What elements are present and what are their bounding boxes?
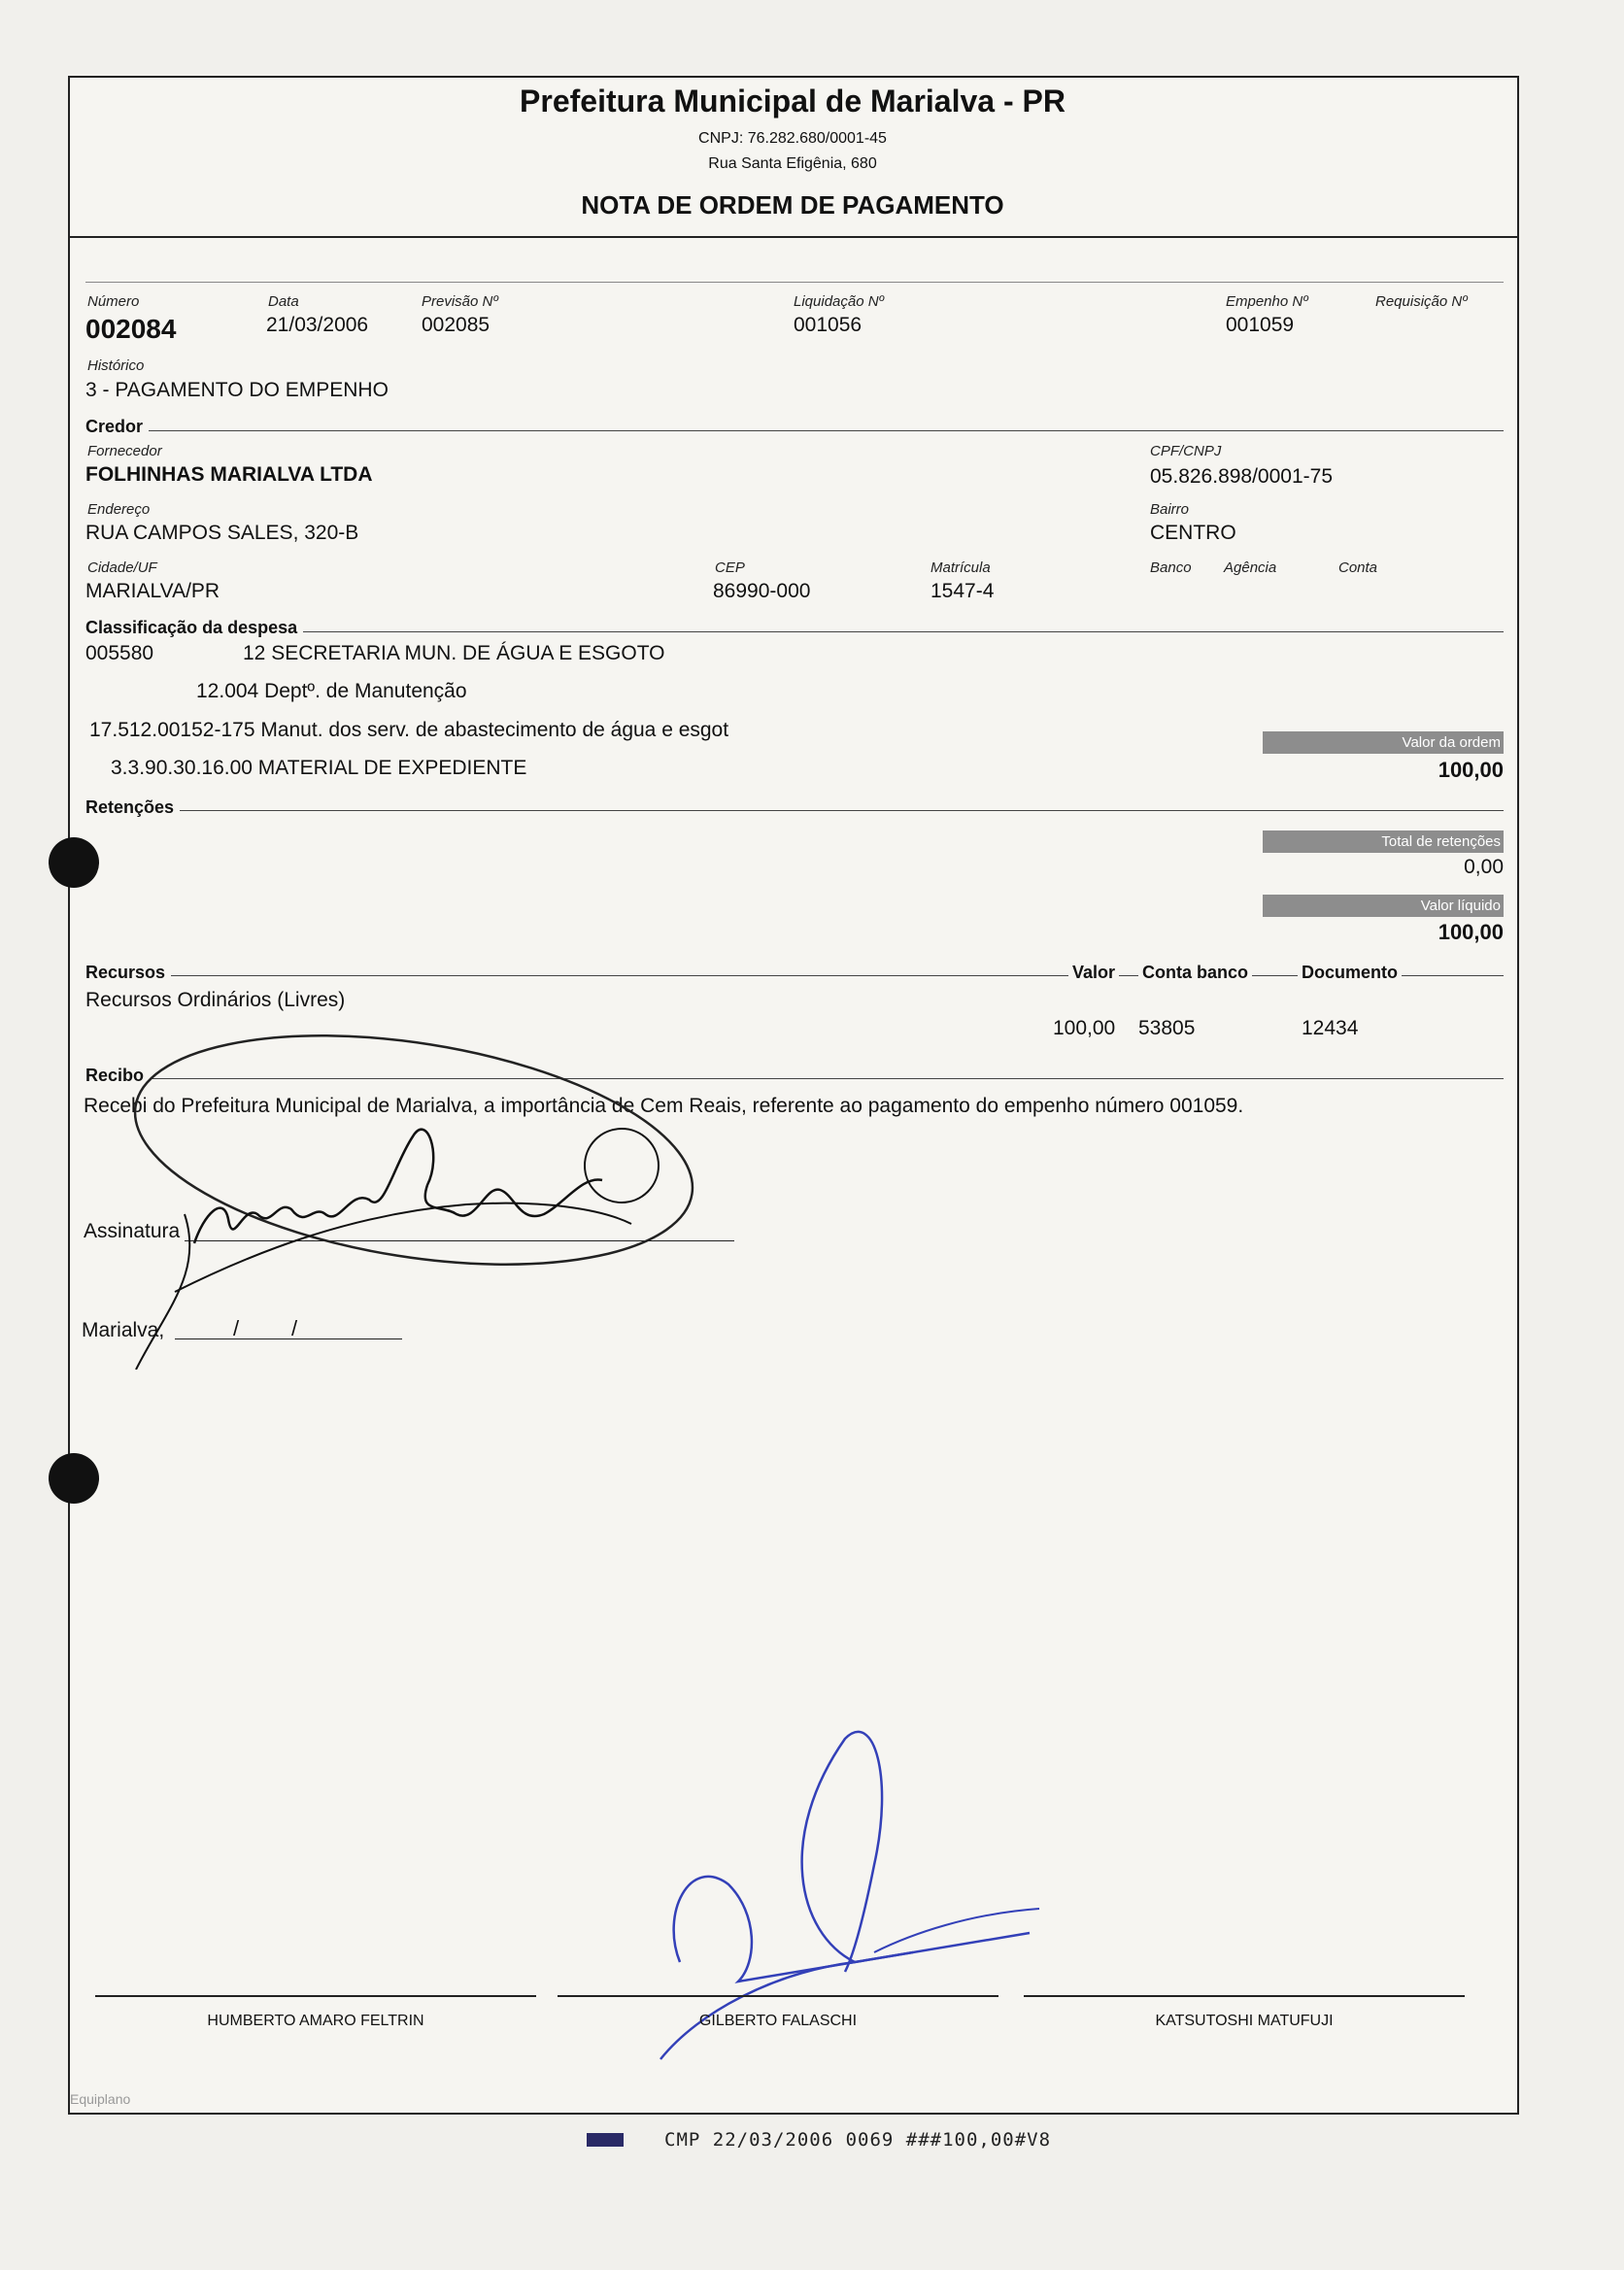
classificacao-unidade: 12.004 Deptº. de Manutenção <box>196 680 467 702</box>
institution-title: Prefeitura Municipal de Marialva - PR <box>520 84 1066 119</box>
signer-3: KATSUTOSHI MATUFUJI <box>1155 2013 1334 2029</box>
valor-liquido-label: Valor líquido <box>1263 895 1504 917</box>
date-separator-2: / <box>291 1316 298 1340</box>
punch-hole-top <box>49 837 99 888</box>
recursos-item: Recursos Ordinários (Livres) <box>85 989 346 1011</box>
signature-line-3 <box>1024 1995 1465 1997</box>
numero-value: 002084 <box>85 314 177 344</box>
signature-line-2 <box>558 1995 998 1997</box>
numero-label: Número <box>87 293 140 310</box>
cep-value: 86990-000 <box>713 580 811 602</box>
cidade-value: MARIALVA/PR <box>85 580 220 602</box>
valor-ordem-label: Valor da ordem <box>1263 731 1504 754</box>
matricula-label: Matrícula <box>930 559 991 576</box>
recursos-conta: 53805 <box>1138 1017 1196 1039</box>
local-label: Marialva, <box>82 1319 165 1341</box>
fornecedor-value: FOLHINHAS MARIALVA LTDA <box>85 463 373 486</box>
valor-ordem: 100,00 <box>1438 758 1504 782</box>
header-divider <box>68 236 1517 238</box>
empenho-value: 001059 <box>1226 314 1295 336</box>
top-rule <box>85 282 1504 283</box>
assinatura-label: Assinatura <box>84 1220 181 1242</box>
document-title: NOTA DE ORDEM DE PAGAMENTO <box>581 190 1004 220</box>
classificacao-section: Classificação da despesa <box>85 618 303 638</box>
total-retencoes: 0,00 <box>1464 856 1504 878</box>
signature-line-1 <box>95 1995 536 1997</box>
recibo-section: Recibo <box>85 1066 150 1086</box>
date-separator-1: / <box>233 1316 240 1340</box>
agencia-label: Agência <box>1224 559 1277 576</box>
credor-rule <box>85 430 1504 431</box>
retencoes-section: Retenções <box>85 797 180 818</box>
total-retencoes-label: Total de retenções <box>1263 830 1504 853</box>
previsao-value: 002085 <box>422 314 491 336</box>
bank-autenticacao: CMP 22/03/2006 0069 ###100,00#V8 <box>664 2129 1052 2151</box>
fornecedor-label: Fornecedor <box>87 443 162 459</box>
historico-value: 3 - PAGAMENTO DO EMPENHO <box>85 379 389 401</box>
matricula-value: 1547-4 <box>930 580 995 602</box>
bairro-label: Bairro <box>1150 501 1190 518</box>
banco-label: Banco <box>1150 559 1192 576</box>
empenho-label: Empenho Nº <box>1226 293 1308 310</box>
recursos-documento-label: Documento <box>1298 963 1402 983</box>
recibo-text: Recebi do Prefeitura Municipal de Marialva, a importância de Cem Reais, referente ao pagamento do empenho número 001059. <box>84 1095 1244 1117</box>
brand-footer: Equiplano <box>70 2091 131 2107</box>
recursos-documento: 12434 <box>1302 1017 1359 1039</box>
endereco-label: Endereço <box>87 501 151 518</box>
cep-label: CEP <box>715 559 745 576</box>
cpf-label: CPF/CNPJ <box>1150 443 1222 459</box>
classificacao-funcional: 17.512.00152-175 Manut. dos serv. de abastecimento de água e esgot <box>89 719 729 741</box>
punch-hole-bottom <box>49 1453 99 1504</box>
cnpj-line: CNPJ: 76.282.680/0001-45 <box>698 130 887 147</box>
bank-logo <box>587 2133 624 2147</box>
conta-label: Conta <box>1338 559 1378 576</box>
classificacao-code: 005580 <box>85 642 154 664</box>
endereco-value: RUA CAMPOS SALES, 320-B <box>85 522 359 544</box>
bairro-value: CENTRO <box>1150 522 1236 544</box>
signature-stamp-mark <box>58 1020 758 1370</box>
valor-liquido: 100,00 <box>1438 920 1504 944</box>
credor-section: Credor <box>85 417 149 437</box>
data-label: Data <box>268 293 299 310</box>
classificacao-natureza: 3.3.90.30.16.00 MATERIAL DE EXPEDIENTE <box>111 757 527 779</box>
address-line: Rua Santa Efigênia, 680 <box>708 155 877 172</box>
recursos-rule <box>85 975 1504 976</box>
classificacao-orgao: 12 SECRETARIA MUN. DE ÁGUA E ESGOTO <box>243 642 665 664</box>
previsao-label: Previsão Nº <box>422 293 498 310</box>
cpf-value: 05.826.898/0001-75 <box>1150 465 1334 488</box>
signer-2: GILBERTO FALASCHI <box>698 2013 858 2029</box>
liquidacao-label: Liquidação Nº <box>794 293 885 310</box>
historico-label: Histórico <box>87 357 145 374</box>
recursos-valor-label: Valor <box>1068 963 1119 983</box>
signer-1: HUMBERTO AMARO FELTRIN <box>207 2013 424 2029</box>
retencoes-rule <box>85 810 1504 811</box>
cidade-label: Cidade/UF <box>87 559 157 576</box>
recursos-valor: 100,00 <box>1053 1017 1116 1039</box>
data-value: 21/03/2006 <box>266 314 369 336</box>
recursos-section: Recursos <box>85 963 171 983</box>
liquidacao-value: 001056 <box>794 314 863 336</box>
requisicao-label: Requisição Nº <box>1375 293 1468 310</box>
recursos-conta-label: Conta banco <box>1138 963 1252 983</box>
